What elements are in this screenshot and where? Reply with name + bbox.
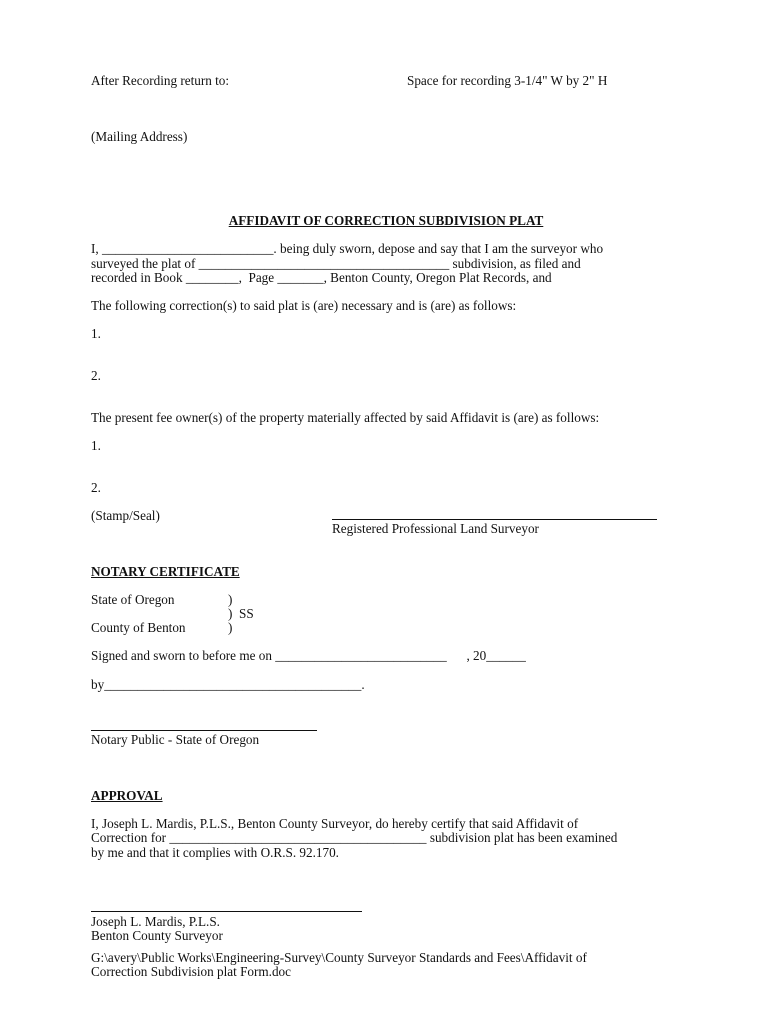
notary-paren-1: )	[228, 592, 233, 607]
notary-ss: ) SS	[228, 606, 254, 621]
notary-state: State of Oregon	[91, 592, 175, 607]
approval-signer-name: Joseph L. Mardis, P.L.S.	[91, 914, 220, 929]
approval-line-2: Correction for _______________________________________ subdivision plat has been examined	[91, 830, 618, 845]
stamp-seal-label: (Stamp/Seal)	[91, 508, 160, 523]
owners-intro: The present fee owner(s) of the property materially affected by said Affidavit is (are) as follows:	[91, 410, 600, 425]
owner-item-2: 2.	[91, 480, 101, 495]
return-to-label: After Recording return to:	[91, 73, 230, 88]
approval-line-3: by me and that it complies with O.R.S. 92.170.	[91, 845, 339, 860]
corrections-intro: The following correction(s) to said plat is (are) necessary and is (are) as follows:	[91, 298, 517, 313]
notary-signature-line	[91, 730, 317, 731]
surveyor-signature-line	[332, 519, 657, 520]
correction-item-1: 1.	[91, 326, 101, 341]
affidavit-line-2: surveyed the plat of ______________________________________ subdivision, as filed and	[91, 256, 581, 271]
owner-item-1: 1.	[91, 438, 101, 453]
correction-item-2: 2.	[91, 368, 101, 383]
notary-signed-line: Signed and sworn to before me on __________________________ , 20______	[91, 648, 526, 663]
notary-heading: NOTARY CERTIFICATE	[91, 564, 240, 579]
approval-signer-title: Benton County Surveyor	[91, 928, 223, 943]
recording-space-label: Space for recording 3-1/4" W by 2" H	[407, 73, 608, 88]
notary-paren-3: )	[228, 620, 233, 635]
notary-by-line: by_______________________________________.	[91, 677, 365, 692]
affidavit-line-1: I, __________________________. being duly sworn, depose and say that I am the surveyor who	[91, 241, 604, 256]
approval-line-1: I, Joseph L. Mardis, P.L.S., Benton County Surveyor, do hereby certify that said Affidavit of	[91, 816, 579, 831]
file-path-line-2: Correction Subdivision plat Form.doc	[91, 964, 291, 979]
surveyor-signature-label: Registered Professional Land Surveyor	[332, 521, 539, 536]
file-path-line-1: G:\avery\Public Works\Engineering-Survey\County Surveyor Standards and Fees\Affidavit of	[91, 950, 587, 965]
affidavit-title: AFFIDAVIT OF CORRECTION SUBDIVISION PLAT	[228, 213, 544, 228]
mailing-address-label: (Mailing Address)	[91, 129, 188, 144]
notary-county: County of Benton	[91, 620, 186, 635]
affidavit-line-3: recorded in Book ________, Page _______, Benton County, Oregon Plat Records, and	[91, 270, 552, 285]
county-surveyor-signature-line	[91, 911, 362, 912]
approval-heading: APPROVAL	[91, 788, 163, 803]
notary-signature-label: Notary Public - State of Oregon	[91, 732, 260, 747]
